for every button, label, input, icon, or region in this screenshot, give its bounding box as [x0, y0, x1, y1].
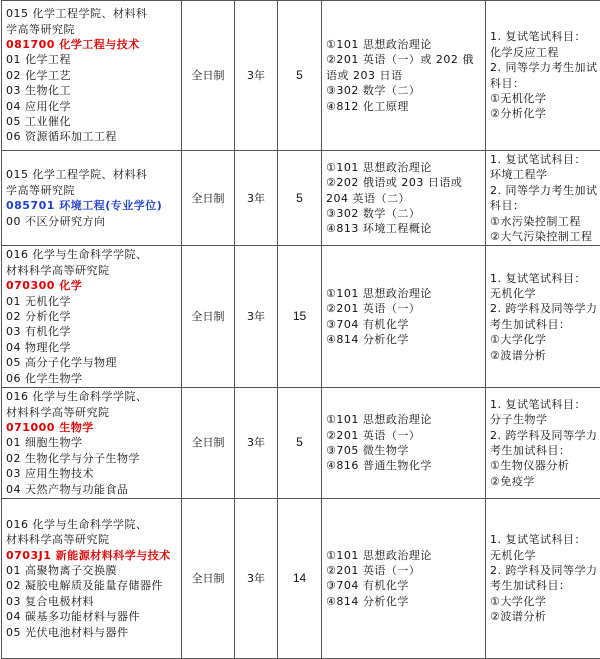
- exam-subjects-cell: [322, 388, 486, 499]
- note-line: 1. 复试笔试科目：: [490, 152, 600, 167]
- note-line: 考生加试科目：: [490, 443, 600, 458]
- notes-cell: [486, 498, 600, 658]
- study-mode: 全日制: [182, 498, 235, 658]
- school-name: 016 化学与生命科学学院、: [6, 389, 177, 404]
- study-mode: 全日制: [182, 1, 235, 151]
- school-major-cell: [2, 388, 182, 499]
- exam-subject: ④812 化工原理: [326, 99, 481, 114]
- research-direction: 02 分析化学: [6, 309, 177, 324]
- exam-subject: ③302 数学（二）: [326, 206, 481, 221]
- exam-subjects-cell: [322, 498, 486, 658]
- research-direction: 05 高分子化学与物理: [6, 355, 177, 370]
- research-direction: 01 细胞生物学: [6, 435, 177, 450]
- note-line: ①无机化学: [490, 91, 600, 106]
- quota: 5: [278, 388, 322, 499]
- notes-cell: [486, 246, 600, 388]
- exam-subject: ④814 分析化学: [326, 332, 481, 347]
- note-line: ②分析化学: [490, 106, 600, 121]
- exam-subjects-cell: [322, 151, 486, 246]
- research-direction: 04 碳基多功能材料与器件: [6, 609, 177, 624]
- school-name: 材料科学高等研究院: [6, 405, 177, 420]
- note-line: ①水污染控制工程: [490, 214, 600, 229]
- school-name: 材料科学高等研究院: [6, 263, 177, 278]
- school-name: 016 化学与生命科学学院、: [6, 247, 177, 262]
- exam-subject: ②202 俄语或 203 日语或: [326, 175, 481, 190]
- note-line: 科目：: [490, 198, 600, 213]
- research-direction: 03 应用生物技术: [6, 466, 177, 481]
- note-line: 无机化学: [490, 286, 600, 301]
- study-mode: 全日制: [182, 246, 235, 388]
- research-direction: 05 工业催化: [6, 114, 177, 129]
- research-direction: 03 有机化学: [6, 324, 177, 339]
- note-line: 分子生物学: [490, 412, 600, 427]
- exam-subject: ③704 有机化学: [326, 578, 481, 593]
- exam-subject: ②201 英语（一）或 202 俄: [326, 52, 481, 67]
- notes-cell: [486, 388, 600, 499]
- table-row: [2, 388, 600, 499]
- school-major-cell: [2, 246, 182, 388]
- table-row: [2, 151, 600, 246]
- exam-subject: ③704 有机化学: [326, 317, 481, 332]
- note-line: ①大学化学: [490, 594, 600, 609]
- exam-subject: ①101 思想政治理论: [326, 286, 481, 301]
- duration: 3年: [235, 388, 278, 499]
- duration: 3年: [235, 246, 278, 388]
- note-line: ②波谱分析: [490, 609, 600, 624]
- study-mode: 全日制: [182, 388, 235, 499]
- note-line: 2. 跨学科及同等学力: [490, 301, 600, 316]
- school-name: 016 化学与生命科学学院、: [6, 517, 177, 532]
- note-line: 考生加试科目：: [490, 578, 600, 593]
- note-line: 无机化学: [490, 548, 600, 563]
- school-name: 学高等研究院: [6, 22, 177, 37]
- exam-subjects-cell: [322, 1, 486, 151]
- research-direction: 03 生物化工: [6, 83, 177, 98]
- research-direction: 06 资源循环加工工程: [6, 129, 177, 144]
- research-direction: 00 不区分研究方向: [6, 214, 177, 229]
- table-row: [2, 498, 600, 658]
- exam-subject: ③705 微生物学: [326, 443, 481, 458]
- admissions-table: [1, 0, 600, 659]
- school-major-cell: [2, 1, 182, 151]
- note-line: ②大气污染控制工程: [490, 229, 600, 244]
- note-line: 1. 复试笔试科目：: [490, 532, 600, 547]
- quota: 5: [278, 1, 322, 151]
- note-line: ②免疫学: [490, 474, 600, 489]
- major-title: 0703J1 新能源材料科学与技术: [6, 548, 177, 563]
- research-direction: 05 光伏电池材料与器件: [6, 625, 177, 640]
- research-direction: 02 生物化学与分子生物学: [6, 451, 177, 466]
- research-direction: 04 天然产物与功能食品: [6, 482, 177, 497]
- quota: 14: [278, 498, 322, 658]
- note-line: 环境工程学: [490, 167, 600, 182]
- study-mode: 全日制: [182, 151, 235, 246]
- school-major-cell: [2, 498, 182, 658]
- major-title: 085701 环境工程(专业学位): [6, 198, 177, 213]
- exam-subject: 语或 203 日语: [326, 68, 481, 83]
- exam-subject: ①101 思想政治理论: [326, 160, 481, 175]
- note-line: ①生物仪器分析: [490, 458, 600, 473]
- research-direction: 03 复合电极材料: [6, 594, 177, 609]
- note-line: 2. 同等学力考生加试: [490, 60, 600, 75]
- exam-subject: ④816 普通生物化学: [326, 458, 481, 473]
- note-line: 1. 复试笔试科目：: [490, 397, 600, 412]
- school-major-cell: [2, 151, 182, 246]
- school-name: 材料科学高等研究院: [6, 532, 177, 547]
- note-line: ②波谱分析: [490, 348, 600, 363]
- exam-subject: ①101 思想政治理论: [326, 412, 481, 427]
- quota: 15: [278, 246, 322, 388]
- exam-subject: 204 英语（二）: [326, 191, 481, 206]
- exam-subject: ②201 英语（一）: [326, 301, 481, 316]
- note-line: 2. 跨学科及同等学力: [490, 563, 600, 578]
- table-row: [2, 1, 600, 151]
- duration: 3年: [235, 1, 278, 151]
- exam-subject: ③302 数学（二）: [326, 83, 481, 98]
- exam-subjects-cell: [322, 246, 486, 388]
- note-line: 考生加试科目：: [490, 317, 600, 332]
- note-line: 1. 复试笔试科目：: [490, 29, 600, 44]
- table-row: [2, 246, 600, 388]
- exam-subject: ④814 分析化学: [326, 594, 481, 609]
- exam-subject: ②201 英语（一）: [326, 563, 481, 578]
- duration: 3年: [235, 151, 278, 246]
- note-line: 化学反应工程: [490, 45, 600, 60]
- notes-cell: [486, 151, 600, 246]
- exam-subject: ①101 思想政治理论: [326, 37, 481, 52]
- school-name: 学高等研究院: [6, 183, 177, 198]
- school-name: 015 化学工程学院、材料科: [6, 6, 177, 21]
- research-direction: 02 化学工艺: [6, 68, 177, 83]
- research-direction: 02 凝胶电解质及能量存储器件: [6, 578, 177, 593]
- research-direction: 04 应用化学: [6, 99, 177, 114]
- major-title: 081700 化学工程与技术: [6, 37, 177, 52]
- duration: 3年: [235, 498, 278, 658]
- research-direction: 01 无机化学: [6, 294, 177, 309]
- major-title: 071000 生物学: [6, 420, 177, 435]
- note-line: 1. 复试笔试科目：: [490, 271, 600, 286]
- notes-cell: [486, 1, 600, 151]
- exam-subject: ①101 思想政治理论: [326, 548, 481, 563]
- research-direction: 01 高聚物离子交换膜: [6, 563, 177, 578]
- exam-subject: ④813 环境工程概论: [326, 221, 481, 236]
- major-title: 070300 化学: [6, 278, 177, 293]
- research-direction: 04 物理化学: [6, 340, 177, 355]
- school-name: 015 化学工程学院、材料科: [6, 167, 177, 182]
- note-line: 科目：: [490, 76, 600, 91]
- research-direction: 06 化学生物学: [6, 371, 177, 386]
- exam-subject: ②201 英语（一）: [326, 428, 481, 443]
- note-line: 2. 同等学力考生加试: [490, 183, 600, 198]
- quota: 5: [278, 151, 322, 246]
- note-line: 2. 跨学科及同等学力: [490, 428, 600, 443]
- research-direction: 01 化学工程: [6, 52, 177, 67]
- note-line: ①大学化学: [490, 332, 600, 347]
